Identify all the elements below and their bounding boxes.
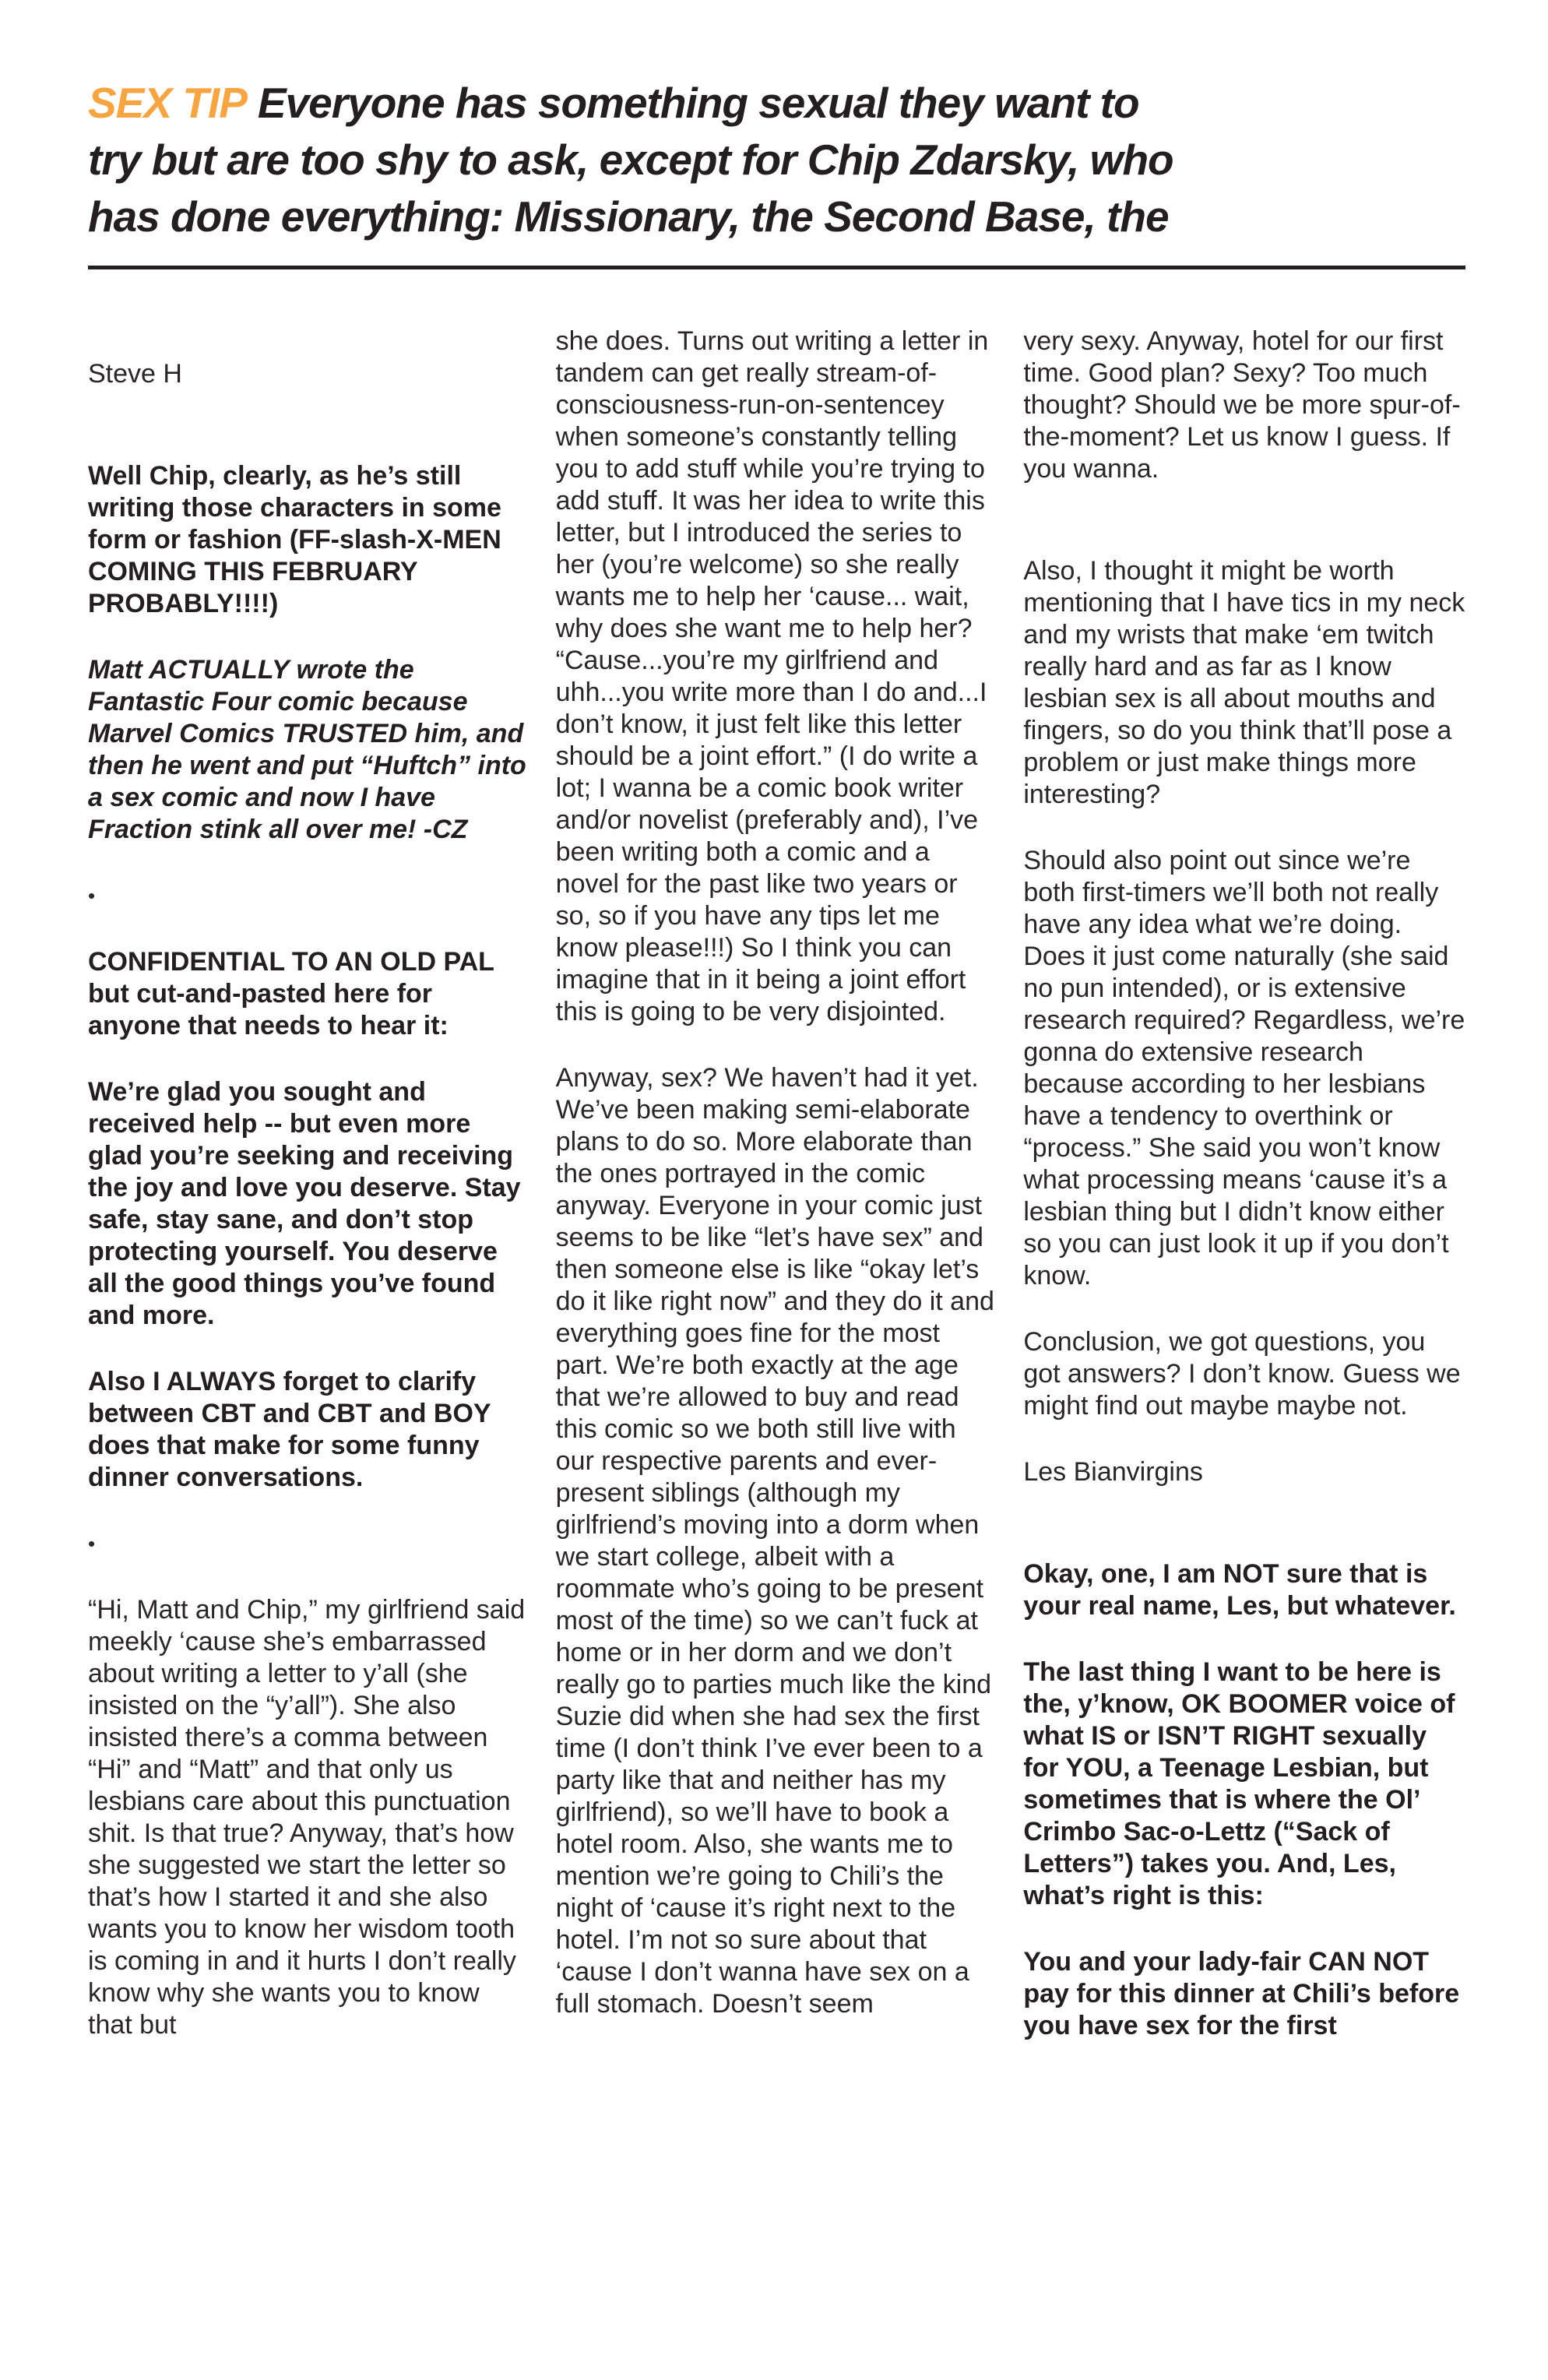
letter-signature: Les Bianvirgins [1023,1457,1203,1487]
header-divider [88,266,1465,269]
header-line-3: has done everything: Missionary, the Second Base, the [88,192,1169,241]
header-line-1 [88,75,1465,132]
letters-column-2 [556,326,998,2042]
header-line-1-text: Everyone has something sexual they want to [257,79,1139,127]
editor-response: Well Chip, clearly, as he’s still writing those characters in some form or fashion (FF-slash-X-MEN COMING THIS FEBRUARY PROBABLY!!!!) [88,461,501,618]
reader-letter: very sexy. Anyway, hotel for our first time. Good plan? Sexy? Too much thought? Should we be more spur-of-the-moment? Let us know I guess. If you wanna. [1023,326,1461,484]
reader-letter: she does. Turns out writing a letter in tandem can get really stream-of-consciousness-run-on-sentencey when someone’s constantly telling you to add stuff while you’re trying to add stuff. It was her idea to write this letter, but I introduced the series to her (you’re welcome) so she really wants me to help her ‘cause... wait, why does she want me to help her? “Cause...you’re my girlfriend and uhh...you write more than I do and...I don’t know, it just felt like this letter should be a joint effort.” (I do write a lot; I wanna be a comic book writer and/or novelist (preferably and), I’ve been writing both a comic and a novel for the past like two years or so, so if you have any tips let me know please!!!) So I think you can imagine that in it being a joint effort this is going to be very disjointed. [555,326,989,1026]
reader-letter: Also, I thought it might be worth mentioning that I have tics in my neck and my wrists that make ‘em twitch really hard and as far as I know lesbian sex is all about mouths and fingers, so do you think that’ll pose a problem or just make things more interesting? [1023,556,1465,809]
editor-response: Okay, one, I am NOT sure that is your real name, Les, but whatever. [1023,1559,1456,1621]
header-line-2: try but are too shy to ask, except for Chip Zdarsky, who [88,136,1173,184]
editor-response: You and your lady-fair CAN NOT pay for this dinner at Chili’s before you have sex for the first [1023,1947,1460,2040]
letters-column-3 [1023,326,1465,2042]
letter-signature: Steve H [88,359,182,389]
section-divider-bullet: • [88,884,96,907]
editor-response: The last thing I want to be here is the, y’know, OK BOOMER voice of what IS or ISN’T RIGHT sexually for YOU, a Teenage Lesbian, but sometimes that is where the Ol’ Crimbo Sac-o-Lettz (“Sack of Letters”) takes you. And, Les, what’s right is this: [1023,1657,1455,1910]
editor-note: CONFIDENTIAL TO AN OLD PAL but cut-and-pasted here for anyone that needs to hear it: [88,947,494,1040]
letters-column-1 [88,326,530,2042]
reader-letter: Should also point out since we’re both first-timers we’ll both not really have any idea what we’re doing. Does it just come naturally (she said no pun intended), or is extensive research required? Regardless, we’re gonna do extensive research because according to her lesbians have a tendency to overthink or “process.” She said you won’t know what processing means ‘cause it’s a lesbian thing but I didn’t know either so you can just look it up if you don’t know. [1023,846,1465,1290]
section-divider-bullet: • [88,1532,96,1555]
page-header [88,75,1465,245]
sex-tip-label: SEX TIP [88,79,247,127]
editor-note: Also I ALWAYS forget to clarify between CBT and CBT and BOY does that make for some funny dinner conversations. [88,1367,491,1492]
reader-letter: Conclusion, we got questions, you got answers? I don’t know. Guess we might find out maybe maybe not. [1023,1327,1461,1421]
letters-columns [88,326,1465,2042]
editor-note: We’re glad you sought and received help -- but even more glad you’re seeking and receiving the joy and love you deserve. Stay safe, stay sane, and don’t stop protecting yourself. You deserve all the good things you’ve found and more. [88,1077,521,1330]
reader-letter: Anyway, sex? We haven’t had it yet. We’ve been making semi-elaborate plans to do so. More elaborate than the ones portrayed in the comic anyway. Everyone in your comic just seems to be like “let’s have sex” and then someone else is like “okay let’s do it like right now” and they do it and everything goes fine for the most part. We’re both exactly at the age that we’re allowed to buy and read this comic so we both still live with our respective parents and ever-present siblings (although my girlfriend’s moving into a dorm when we start college, albeit with a roommate who’s going to be present most of the time) so we can’t fuck at home or in her dorm and we don’t really go to parties much like the kind Suzie did when she had sex the first time (I don’t think I’ve ever been to a party like that and neither has my girlfriend), so we’ll have to book a hotel room. Also, she wants me to mention we’re going to Chili’s the night of ‘cause it’s right next to the hotel. I’m not so sure about that ‘cause I don’t wanna have sex on a full stomach. Doesn’t seem [555,1063,994,2019]
editor-response: Matt ACTUALLY wrote the Fantastic Four comic because Marvel Comics TRUSTED him, and then he went and put “Huftch” into a sex comic and now I have Fraction stink all over me! -CZ [88,655,526,844]
reader-letter: “Hi, Matt and Chip,” my girlfriend said meekly ‘cause she’s embarrassed about writing a letter to y’all (she insisted on the “y’all”). She also insisted there’s a comma between “Hi” and “Matt” and that only us lesbians care about this punctuation shit. Is that true? Anyway, that’s how she suggested we start the letter so that’s how I started it and she also wants you to know her wisdom tooth is coming in and it hurts I don’t really know why she wants you to know that but [88,1595,526,2040]
